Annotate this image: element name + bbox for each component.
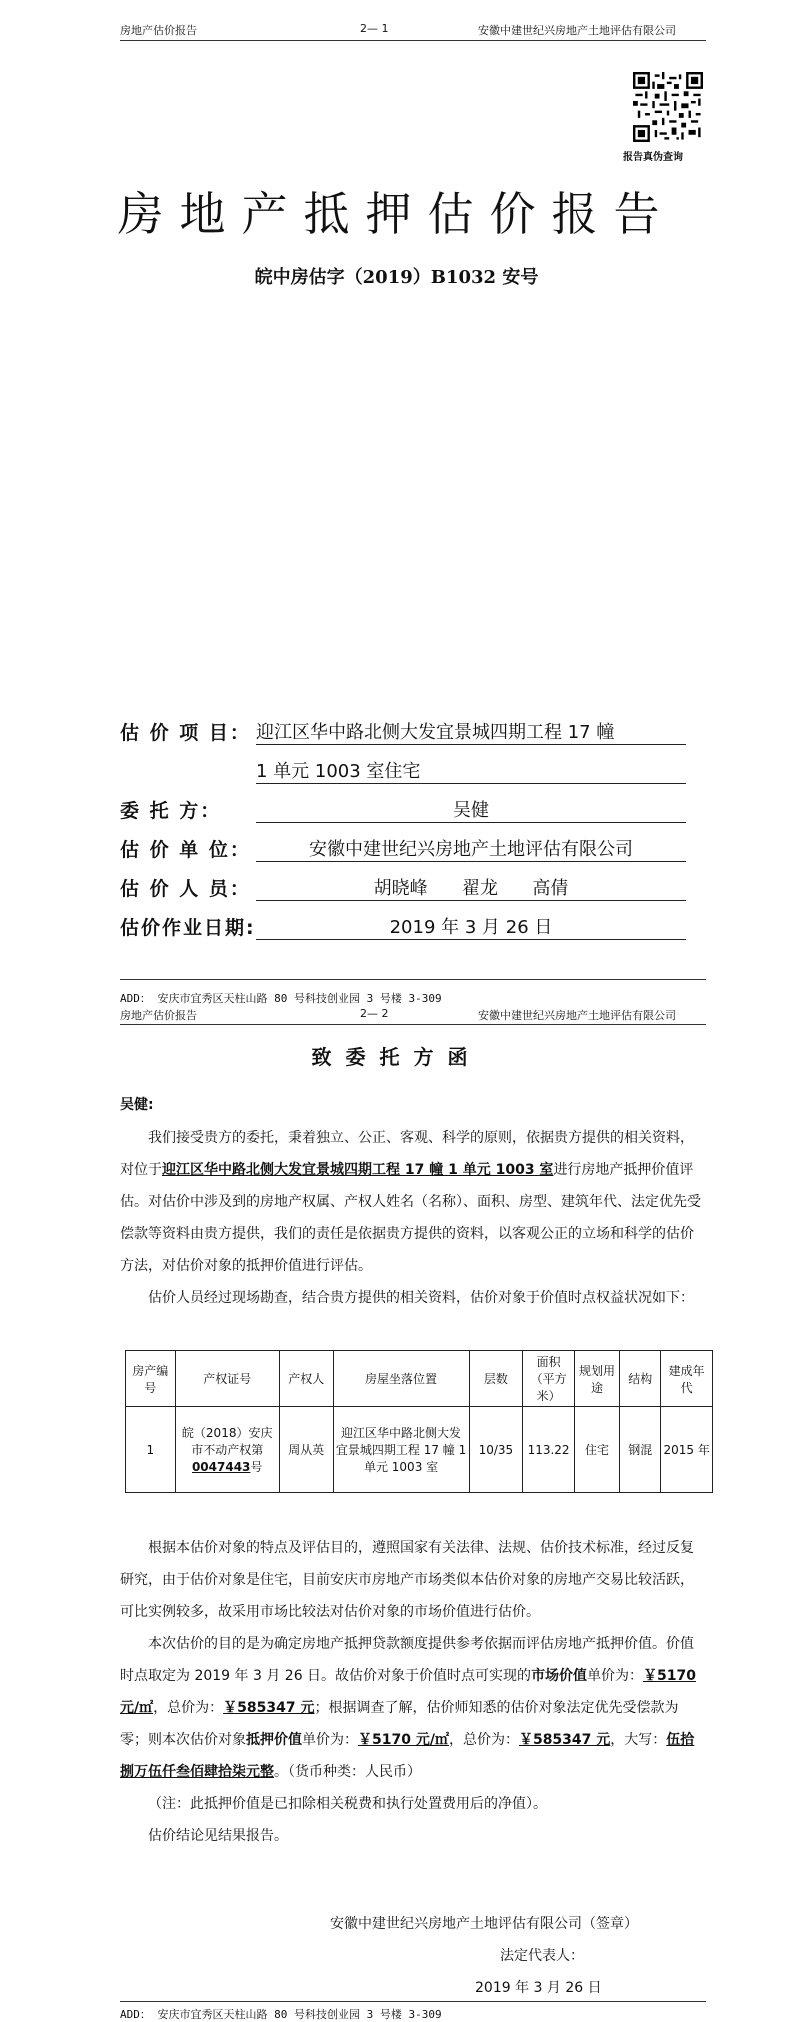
qr-caption: 报告真伪查询 xyxy=(623,152,683,163)
salutation: 吴健: xyxy=(120,1097,154,1113)
table-header: 房屋坐落位置 xyxy=(333,1351,469,1407)
mortgage-value-label: 抵押价值 xyxy=(246,1732,302,1748)
paragraph-5: （注：此抵押价值是已扣除相关税费和执行处置费用后的净值）。 xyxy=(148,1796,547,1812)
field-label-client: 委 托 方： xyxy=(120,800,222,822)
header-left-p2: 房地产估价报告 xyxy=(120,1009,197,1022)
field-label-appraisers: 估 价 人 员： xyxy=(120,878,251,900)
cell-floors: 10/35 xyxy=(469,1407,523,1493)
footer-address: ADD： 安庆市宜秀区天柱山路 80 号科技创业园 3 号楼 3-309 xyxy=(120,992,442,1005)
mortgage-unit-price: ￥5170 元/㎡ xyxy=(358,1732,449,1748)
field-label-date: 估价作业日期: xyxy=(120,917,256,939)
amount-in-words: 伍拾捌万伍仟叁佰肆拾柒元整 xyxy=(120,1732,695,1780)
field-value-project: 迎江区华中路北侧大发宜景城四期工程 17 幢 xyxy=(256,718,686,745)
cell-area: 113.22 xyxy=(523,1407,575,1493)
mortgage-total-price: ￥585347 元 xyxy=(518,1732,611,1748)
paragraph-4: 本次估价的目的是为确定房地产抵押贷款额度提供参考依据而评估房地产抵押价值。价值时点取定为 2019 年 3 月 26 日。故估价对象于价值时点可实现的市场价值单价为：￥5170 元/㎡，总价为：￥585347 元；根据调查了解，估价师知悉的估价对象法定优先受偿款为零；则本次估价对象抵押价值单价为：￥5170 元/㎡，总价为：￥585347 元，大写：伍拾捌万伍仟叁佰肆拾柒元整。（货币种类：人民币） xyxy=(120,1636,697,1780)
cell-location: 迎江区华中路北侧大发宜景城四期工程 17 幢 1 单元 1003 室 xyxy=(333,1407,469,1493)
field-value-appraiser-org: 安徽中建世纪兴房地产土地评估有限公司 xyxy=(256,835,686,862)
table-header: 面积（平方米） xyxy=(523,1351,575,1407)
paragraph-2: 估价人员经过现场勘查，结合贵方提供的相关资料，估价对象于价值时点权益状况如下： xyxy=(148,1290,694,1306)
header-page-number: 2— 1 xyxy=(360,22,389,35)
table-header: 结构 xyxy=(620,1351,661,1407)
table-header: 产权人 xyxy=(279,1351,333,1407)
header-right: 安徽中建世纪兴房地产土地评估有限公司 xyxy=(478,24,676,37)
letter-body-top xyxy=(120,1122,706,1314)
market-unit-price: ￥5170 元/㎡ xyxy=(120,1668,697,1716)
property-address-highlight: 迎江区华中路北侧大发宜景城四期工程 17 幢 1 单元 1003 室 xyxy=(162,1162,554,1178)
field-label-appraiser-org: 估 价 单 位： xyxy=(120,839,251,861)
cell-structure: 钢混 xyxy=(620,1407,661,1493)
cell-cert: 皖（2018）安庆市不动产权第0047443号 xyxy=(175,1407,279,1493)
field-value-date: 2019 年 3 月 26 日 xyxy=(256,913,686,940)
paragraph-6: 估价结论见结果报告。 xyxy=(148,1828,288,1844)
table-header: 层数 xyxy=(469,1351,523,1407)
signature-company: 安徽中建世纪兴房地产土地评估有限公司（签章） xyxy=(330,1916,638,1932)
cell-year: 2015 年 xyxy=(661,1407,713,1493)
field-value-client: 吴健 xyxy=(256,796,686,823)
field-value-project-line2: 1 单元 1003 室住宅 xyxy=(256,757,686,784)
paragraph-3: 根据本估价对象的特点及评估目的，遵照国家有关法律、法规、估价技术标准，经过反复研究，由于估价对象是住宅，目前安庆市房地产市场类似本估价对象的房地产交易比较活跃，可比实例较多，故采用市场比较法对估价对象的市场价值进行估价。 xyxy=(120,1540,694,1620)
table-header: 建成年代 xyxy=(661,1351,713,1407)
table-header: 规划用途 xyxy=(574,1351,619,1407)
cover-title: 房地产抵押估价报告 xyxy=(117,187,676,241)
header-page-number-p2: 2— 2 xyxy=(360,1007,389,1020)
qr-code-icon xyxy=(633,72,703,142)
header-right-p2: 安徽中建世纪兴房地产土地评估有限公司 xyxy=(478,1009,676,1022)
header-rule-p2 xyxy=(120,1024,706,1025)
market-value-label: 市场价值 xyxy=(531,1668,588,1684)
table-row xyxy=(126,1407,713,1493)
paragraph-1: 我们接受贵方的委托，秉着独立、公正、客观、科学的原则，依据贵方提供的相关资料，对位于迎江区华中路北侧大发宜景城四期工程 17 幢 1 单元 1003 室进行房地产抵押价值评估。对估价中涉及到的房地产权属、产权人姓名（名称）、面积、房型、建筑年代、法定优先受偿款等资料由贵方提供，我们的责任是依据贵方提供的资料，以客观公正的立场和科学的估价方法，对估价对象的抵押价值进行评估。 xyxy=(120,1130,701,1274)
cell-owner: 周从英 xyxy=(279,1407,333,1493)
cell-use: 住宅 xyxy=(574,1407,619,1493)
signature-representative: 法定代表人： xyxy=(500,1948,584,1964)
property-table xyxy=(125,1350,713,1493)
footer-rule xyxy=(120,979,706,980)
header-left: 房地产估价报告 xyxy=(120,24,197,37)
field-label-project: 估 价 项 目： xyxy=(120,722,251,744)
field-value-appraisers: 胡晓峰 翟龙 高倩 xyxy=(256,874,686,901)
cell-no: 1 xyxy=(126,1407,176,1493)
document-number: 皖中房估字（2019）B1032 安号 xyxy=(254,267,539,288)
table-header: 房产编号 xyxy=(126,1351,176,1407)
letter-title: 致委托方函 xyxy=(311,1045,482,1069)
footer-rule-p2 xyxy=(120,2001,706,2002)
footer-address-p2: ADD： 安庆市宜秀区天柱山路 80 号科技创业园 3 号楼 3-309 xyxy=(120,2008,442,2021)
letter-body-bottom xyxy=(120,1532,706,1852)
table-header-row xyxy=(126,1351,713,1407)
market-total-price: ￥585347 元 xyxy=(223,1700,315,1716)
signature-date: 2019 年 3 月 26 日 xyxy=(475,1980,602,1996)
header-rule xyxy=(120,40,706,41)
table-header: 产权证号 xyxy=(175,1351,279,1407)
